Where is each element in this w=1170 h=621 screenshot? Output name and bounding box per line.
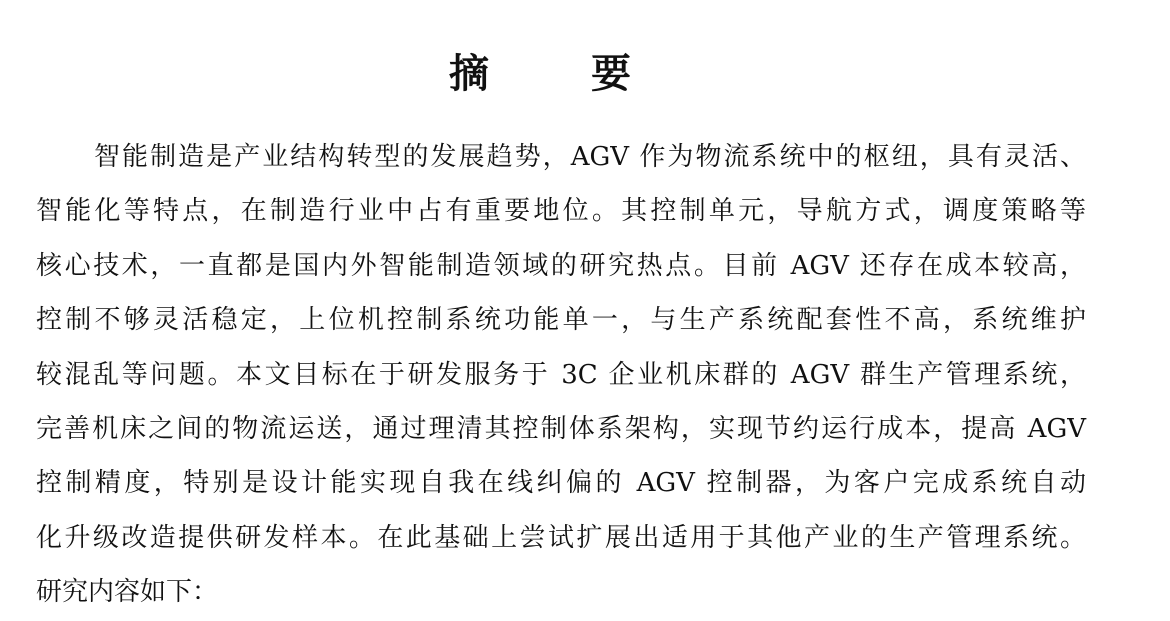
- abstract-line-4: 控制不够灵活稳定，上位机控制系统功能单一，与生产系统配套性不高，系统维护: [36, 305, 1086, 335]
- abstract-line-1: 智能制造是产业结构转型的发展趋势，AGV 作为物流系统中的枢纽，具有灵活、: [94, 142, 1086, 172]
- abstract-line-3: 核心技术，一直都是国内外智能制造领域的研究热点。目前 AGV 还存在成本较高，: [36, 251, 1086, 281]
- abstract-line-5: 较混乱等问题。本文目标在于研发服务于 3C 企业机床群的 AGV 群生产管理系统，: [36, 360, 1086, 390]
- abstract-line-2: 智能化等特点，在制造行业中占有重要地位。其控制单元，导航方式，调度策略等: [36, 196, 1086, 226]
- abstract-title: 摘 要: [449, 50, 675, 97]
- abstract-line-6: 完善机床之间的物流运送，通过理清其控制体系架构，实现节约运行成本，提高 AGV: [36, 414, 1086, 444]
- abstract-line-9: 研究内容如下：: [36, 577, 219, 607]
- abstract-line-8: 化升级改造提供研发样本。在此基础上尝试扩展出适用于其他产业的生产管理系统。: [36, 523, 1086, 553]
- abstract-line-7: 控制精度，特别是设计能实现自我在线纠偏的 AGV 控制器，为客户完成系统自动: [36, 468, 1086, 498]
